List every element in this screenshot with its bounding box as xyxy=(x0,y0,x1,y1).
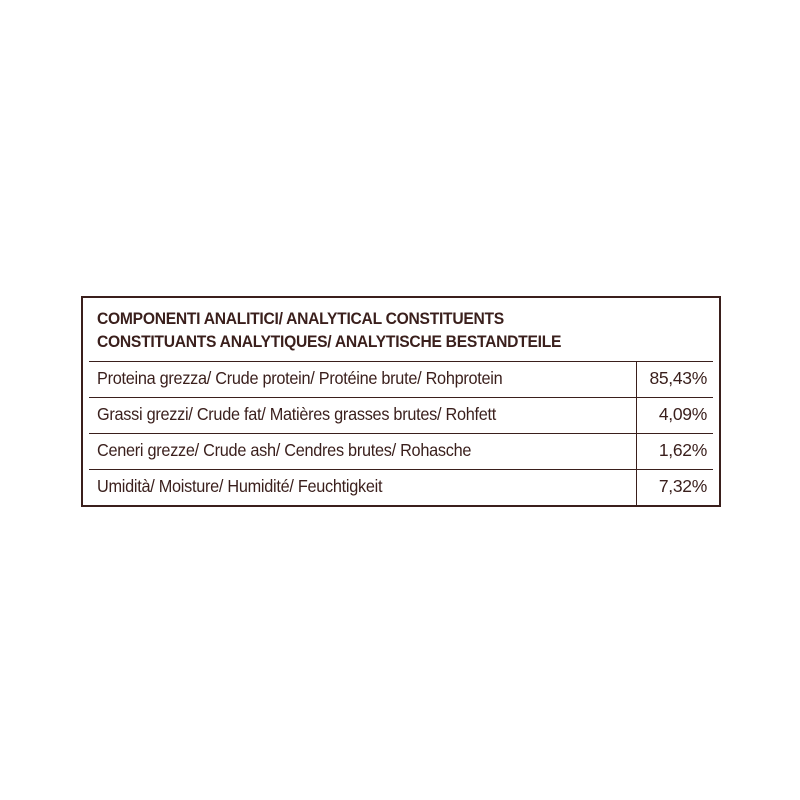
row-label: Grassi grezzi/ Crude fat/ Matières grasses brutes/ Rohfett xyxy=(97,404,496,424)
table-row-crude-fat xyxy=(83,397,719,433)
row-value: 85,43% xyxy=(649,368,707,388)
row-divider xyxy=(89,361,713,362)
row-label: Umidità/ Moisture/ Humidité/ Feuchtigkeit xyxy=(97,476,383,496)
table-row-moisture xyxy=(83,469,719,505)
row-value: 7,32% xyxy=(658,476,707,496)
table-heading-line-2: CONSTITUANTS ANALYTIQUES/ ANALYTISCHE BESTANDTEILE xyxy=(97,332,562,351)
table-row-crude-ash xyxy=(83,433,719,469)
row-label: Proteina grezza/ Crude protein/ Protéine brute/ Rohprotein xyxy=(97,368,503,388)
row-value: 4,09% xyxy=(658,404,707,424)
column-divider xyxy=(636,361,637,397)
table-row-crude-protein xyxy=(83,361,719,397)
row-divider xyxy=(89,433,713,434)
column-divider xyxy=(636,469,637,505)
analytical-constituents-table xyxy=(81,296,721,507)
column-divider xyxy=(636,397,637,433)
row-label: Ceneri grezze/ Crude ash/ Cendres brutes/ Rohasche xyxy=(97,440,472,460)
row-divider xyxy=(89,469,713,470)
column-divider xyxy=(636,433,637,469)
table-heading-line-1: COMPONENTI ANALITICI/ ANALYTICAL CONSTITUENTS xyxy=(97,309,504,328)
row-divider xyxy=(89,397,713,398)
row-value: 1,62% xyxy=(658,440,707,460)
